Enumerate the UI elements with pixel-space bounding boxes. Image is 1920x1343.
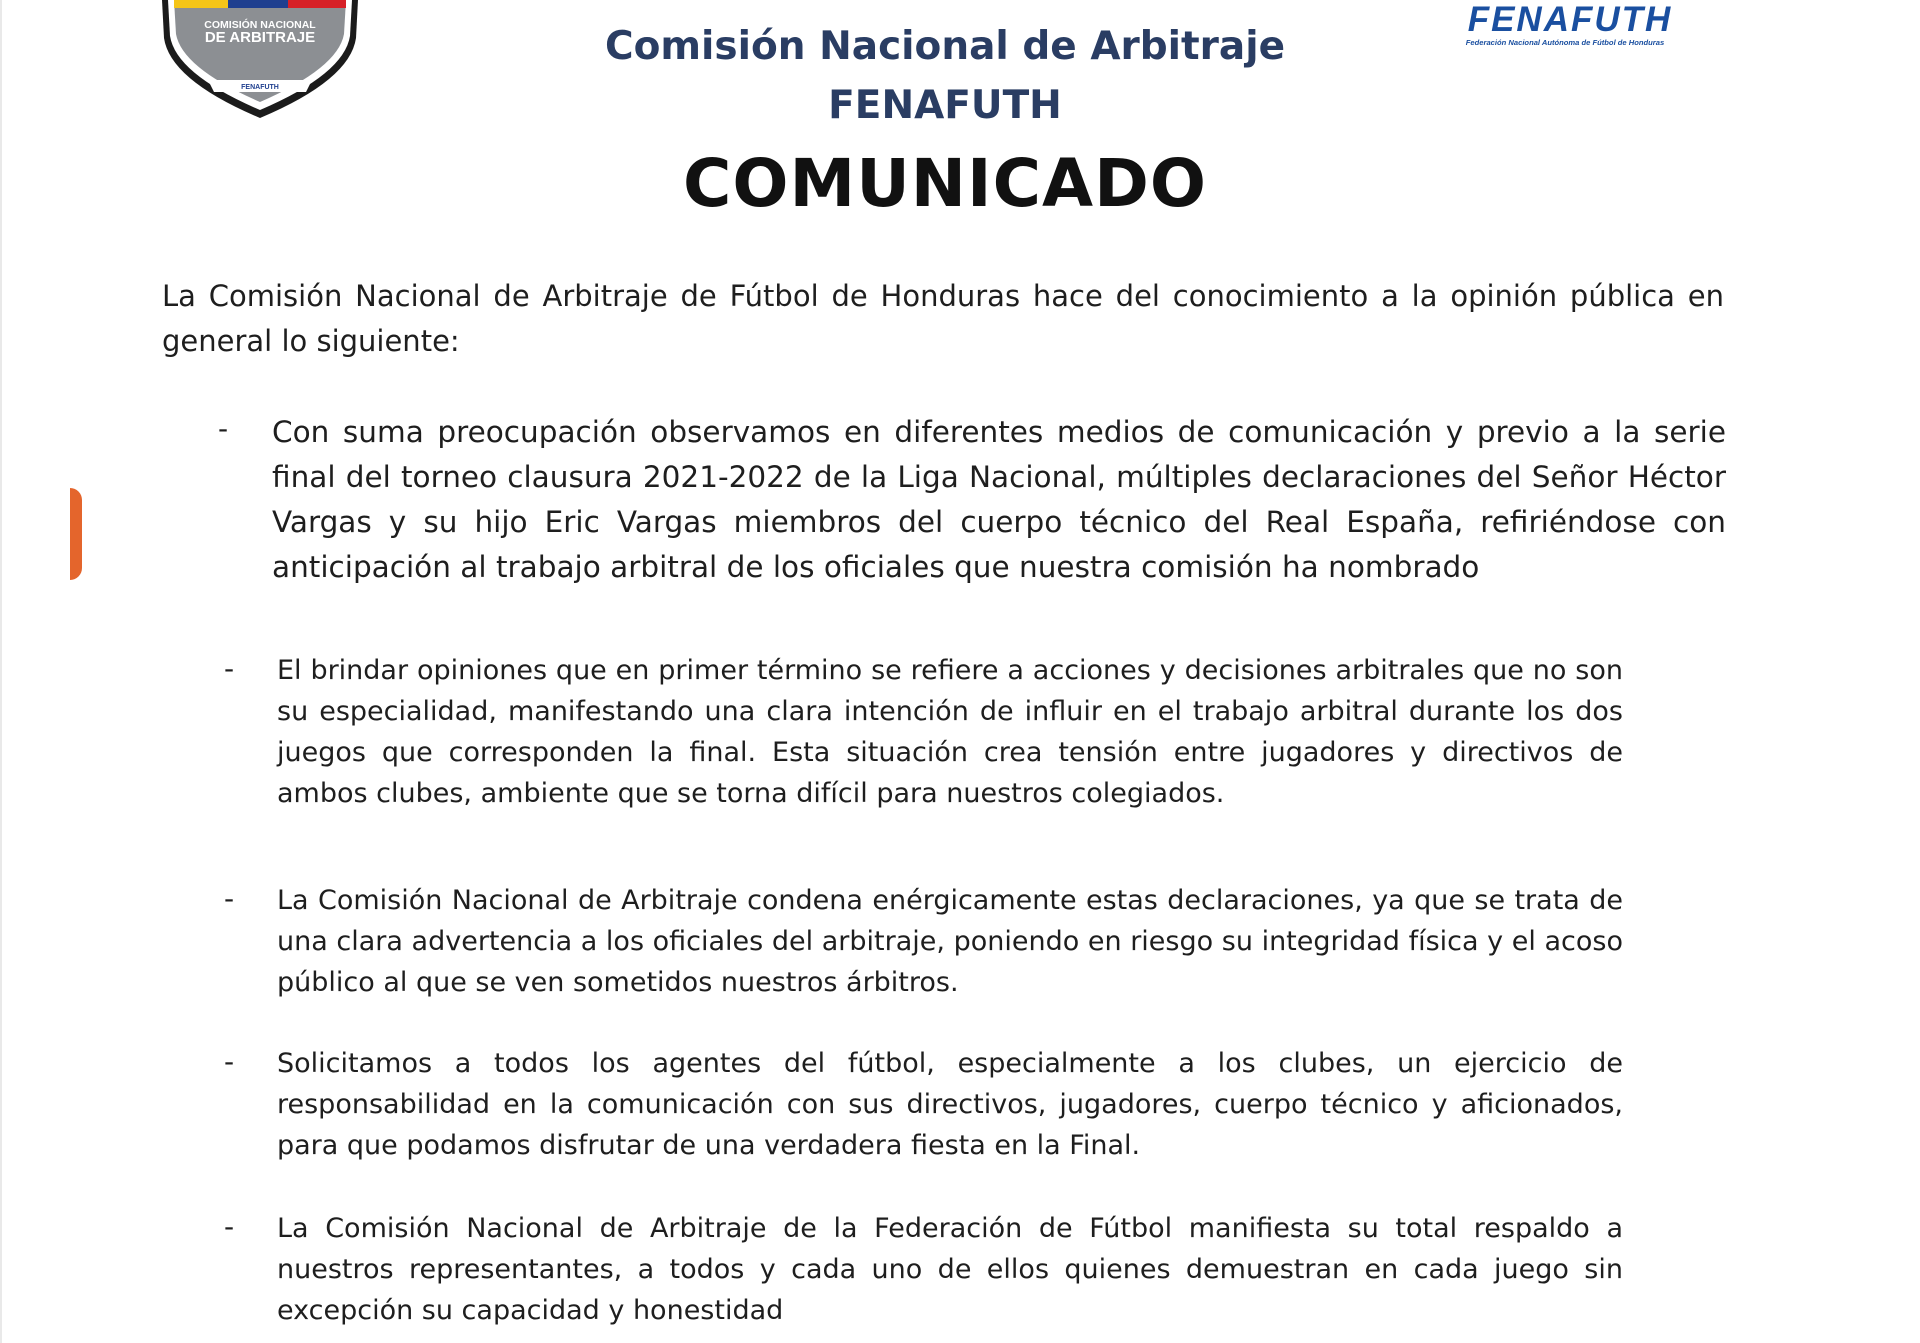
bullet-paragraph-4: Solicitamos a todos los agentes del fútbol, especialmente a los clubes, un ejercicio de responsabilidad en la comunicación con sus directivos, jugadores, cuerpo técnico y aficionados, para que podamos disfrutar de una verdadera fiesta en la Final.	[277, 1048, 1623, 1161]
intro-paragraph: La Comisión Nacional de Arbitraje de Fútbol de Honduras hace del conocimiento a la opinión pública en general lo siguiente:	[162, 279, 1724, 358]
bullet-marker: -	[224, 652, 235, 685]
bullet-marker: -	[224, 1045, 235, 1078]
bullet-paragraph-5: La Comisión Nacional de Arbitraje de la Federación de Fútbol manifiesta su total respaldo a nuestros representantes, a todos y cada uno de ellos quienes demuestran en cada juego sin excepción su capacidad y honestidad	[277, 1213, 1623, 1326]
bullet-marker: -	[224, 1210, 235, 1243]
logo-banner-text: FENAFUTH	[241, 84, 279, 91]
fenafuth-wordmark: FENAFUTH	[1467, 0, 1673, 39]
organization-acronym: FENAFUTH	[828, 83, 1062, 128]
document-title: COMUNICADO	[682, 145, 1207, 222]
logo-text-line1: COMISIÓN NACIONAL	[204, 19, 316, 31]
side-marker	[70, 488, 82, 580]
bullet-paragraph-2: El brindar opiniones que en primer término se refiere a acciones y decisiones arbitrales que no son su especialidad, manifestando una clara intención de influir en el trabajo arbitral durante los dos juegos que corresponden la final. Esta situación crea tensión entre jugadores y directivos de ambos clubes, ambiente que se torna difícil para nuestros colegiados.	[277, 655, 1623, 809]
fenafuth-subtitle: Federación Nacional Autónoma de Fútbol de Honduras	[1465, 38, 1665, 47]
bullet-marker: -	[224, 882, 235, 915]
bullet-paragraph-3: La Comisión Nacional de Arbitraje condena enérgicamente estas declaraciones, ya que se trata de una clara advertencia a los oficiales del arbitraje, poniendo en riesgo su integridad física y el acoso público al que se ven sometidos nuestros árbitros.	[277, 885, 1623, 998]
bullet-marker: -	[218, 412, 229, 445]
bullet-paragraph-1: Con suma preocupación observamos en diferentes medios de comunicación y previo a la serie final del torneo clausura 2021-2022 de la Liga Nacional, múltiples declaraciones del Señor Héctor Vargas y su hijo Eric Vargas miembros del cuerpo técnico del Real España, refiriéndose con anticipación al trabajo arbitral de los oficiales que nuestra comisión ha nombrado	[272, 415, 1726, 584]
organization-name: Comisión Nacional de Arbitraje	[604, 24, 1286, 69]
logo-text-line2: DE ARBITRAJE	[204, 29, 316, 46]
